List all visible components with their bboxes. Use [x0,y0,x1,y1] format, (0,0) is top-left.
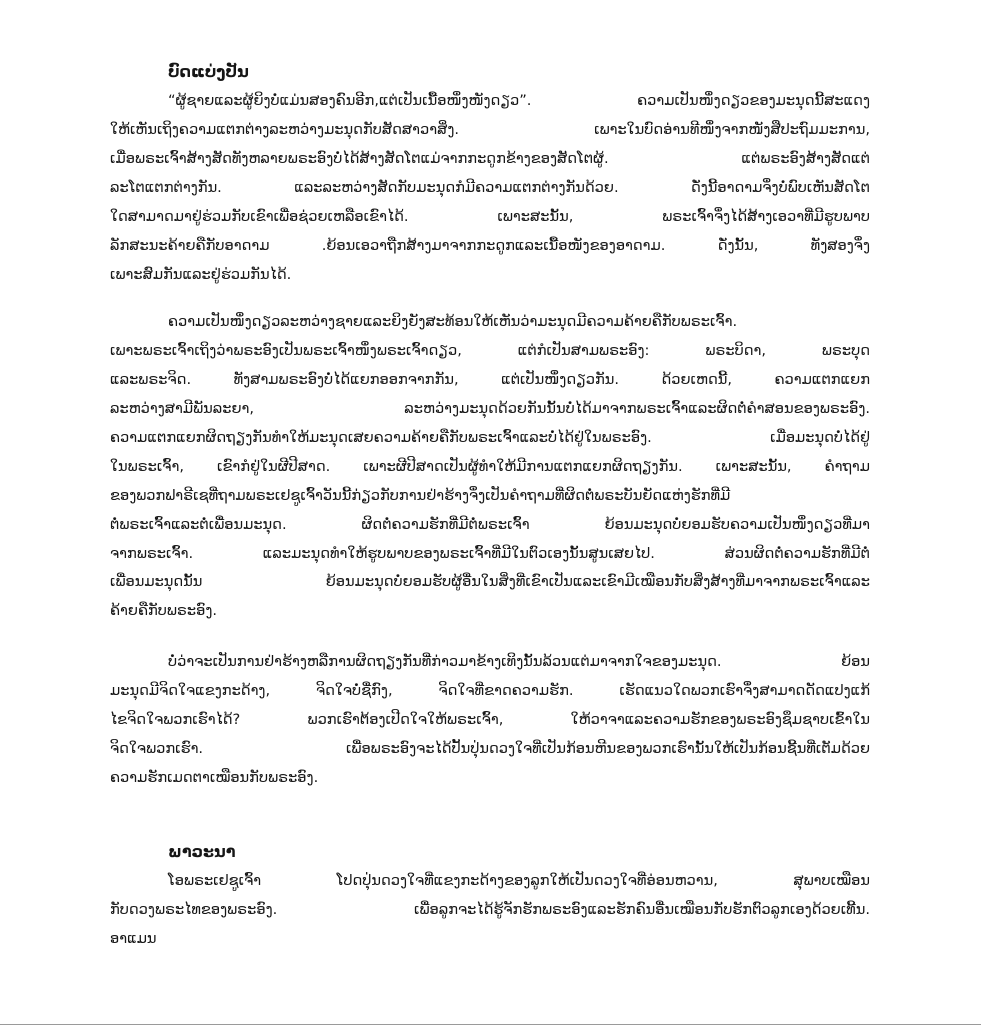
text-line: ໄຂຈິດໃຈພວກເຮົາໄດ້? ພວກເຮົາຕ້ອງເປີດໃຈໃຫ້ພຣະເຈົ້າ, ໃຫ້ວາຈາແລະຄວາມຮັກຂອງພຣະອົງຊຶມຊາບເຂົ້າໃນ [110,710,870,728]
section-heading-reflection: ບົດແບ່ງປັນ [168,62,249,81]
text-line: ກັບດວງພຣະໄທຂອງພຣະອົງ. ເພື່ອລູກຈະໄດ້ຮູ້ຈັກຮັກພຣະອົງແລະຮັກຄົນອື່ນເໝືອນກັບຮັກຕົວລູກເອງດ້ວຍເທີ້ນ. [110,900,870,918]
section-heading-prayer: ພາວະນາ [168,842,236,861]
text-line: ຈາກພຣະເຈົ້າ. ແລະມະນຸດທຳໃຫ້ຮູບພາບຂອງພຣະເຈົ້າທີ່ມີໃນຕົວເອງນັ້ນສູນເສຍໄປ. ສ່ວນຜິດຕໍ່ຄວາມຮັກທີ່ມີຕໍ່ [110,544,870,562]
paragraph-3 [110,648,870,793]
text-line: ມະນຸດມີຈິດໃຈແຂງກະດ້າງ, ຈິດໃຈບໍ່ຊື່ກົງ, ຈິດໃຈທີ່ຂາດຄວາມຮັກ. ເຮັດແນວໃດພວກເຮົາຈຶ່ງສາມາດດັດແປງແກ້ [110,681,870,699]
text-line: ໃດສາມາດມາຢູ່ຮ່ວມກັບເຂົາເພື່ອຊ່ວຍເຫລືອເຂົາໄດ້. ເພາະສະນັ້ນ, ພຣະເຈົ້າຈຶ່ງໄດ້ສ້າງເອວາທີ່ມີຮູບພາບ [110,207,870,225]
text-line: ຕໍ່ພຣະເຈົ້າແລະຕໍ່ເພື່ອນມະນຸດ. ຜິດຕໍ່ຄວາມຮັກທີ່ມີຕໍ່ພຣະເຈົ້າ ຍ້ອນມະນຸດບໍ່ຍອມຮັບຄວາມເປັນໜຶ່ງດຽວທີ່ມາ [110,515,870,533]
text-line: “ຜູ້ຊາຍແລະຜູ້ຍິງບໍ່ແມ່ນສອງຄົນອີກ,ແຕ່ເປັນເນື້ອໜຶ່ງໜັງດຽວ”. ຄວາມເປັນໜຶ່ງດຽວຂອງມະນຸດນີ້ສະແດງ [168,92,870,109]
text-line: ເມື່ອພຣະເຈົ້າສ້າງສັດທັງຫລາຍພຣະອົງບໍ່ໄດ້ສ້າງສັດໂຕແມ່ຈາກກະດູກຂ້າງຂອງສັດໂຕຜູ້. ແຕ່ພຣະອົງສ້າງສັດແຕ່ [110,149,870,167]
text-line: ເພື່ອນມະນຸດນັ້ນ ຍ້ອນມະນຸດບໍ່ຍອມຮັບຜູ້ອື່ນໃນສິ່ງທີ່ເຂົາເປັນແລະເຂົາມີເໝືອນກັບສິ່ງສ້າງທີ່ມາຈາກພຣະເຈົ້າແລະ [110,573,870,591]
text-line: ບໍ່ວ່າຈະເປັນການຢ່າຮ້າງຫລືການຜິດຖຽງກັນທີ່ກ່າວມາຂ້າງເທິງນັ້ນລ້ວນແຕ່ມາຈາກໃຈຂອງມະນຸດ. ຍ້ອນ [168,653,870,670]
text-line: ແລະພຣະຈິດ. ທັງສາມພຣະອົງບໍ່ໄດ້ແຍກອອກຈາກກັນ, ແຕ່ເປັນໜຶ່ງດຽວກັນ. ດ້ວຍເຫດນີ້, ຄວາມແຕກແຍກ [110,370,870,388]
text-line: ໃຫ້ເຫັນເຖິງຄວາມແຕກຕ່າງລະຫວ່າງມະນຸດກັບສັດສາວາສິ່ງ. ເພາະໃນບົດອ່ານທີໜຶ່ງຈາກໜັງສືປະຖົມມະການ, [110,120,870,138]
paragraph-2 [110,308,870,626]
text-line: ຄ້າຍຄືກັບພຣະອົງ. [110,602,218,620]
text-line: ຈິດໃຈພວກເຮົາ. ເພື່ອພຣະອົງຈະໄດ້ປັ້ນປຸ່ນດວງໃຈທີ່ເປັນກ້ອນຫີນຂອງພວກເຮົານັ້ນໃຫ້ເປັນກ້ອນຊີ້ນທີ່ເຕັມດ້ວຍ [110,739,870,757]
page-bottom-divider [0,1024,981,1025]
text-line: ຂອງພວກຟາຣີເຊທີ່ຖາມພຣະເຢຊູເຈົ້າວັນນີ້ກ່ຽວກັບການຢ່າຮ້າງຈຶ່ງເປັນຄຳຖາມທີ່ຜິດຕໍ່ພຣະບັນຍັດແຫ່ງຮັກທີ່ມີ [110,486,731,504]
paragraph-1 [110,87,870,290]
text-line-amen: ອາແມນ [110,929,157,947]
text-line: ຄວາມເປັນໜຶ່ງດຽວລະຫວ່າງຊາຍແລະຍິງຍັງສະທ້ອນໃຫ້ເຫັນວ່າມະນຸດມີຄວາມຄ້າຍຄືກັບພຣະເຈົ້າ. [168,313,738,330]
text-line: ລະຫວ່າງສາມີພັນລະຍາ, ລະຫວ່າງມະນຸດດ້ວຍກັນນັ້ນບໍ່ໄດ້ມາຈາກພຣະເຈົ້າແລະຜິດຕໍ່ຄຳສອນຂອງພຣະອົງ. [110,399,870,417]
text-line: ຄວາມຮັກເມດຕາເໝືອນກັບພຣະອົງ. [110,768,319,786]
text-line: ຄວາມແຕກແຍກຜິດຖຽງກັນທຳໃຫ້ມະນຸດເສຍຄວາມຄ້າຍຄືກັບພຣະເຈົ້າແລະບໍ່ໄດ້ຢູ່ໃນພຣະອົງ. ເມື່ອມະນຸດບໍ່ໄດ້ຢູ່ [110,428,870,446]
text-line: ລັກສະນະຄ້າຍຄືກັບອາດາມ .ຍ້ອນເອວາຖືກສ້າງມາຈາກກະດູກແລະເນື້ອໜັງຂອງອາດາມ. ດັ່ງນັ້ນ, ທັງສອງຈຶ່ງ [110,236,870,254]
text-line: ເພາະພຣະເຈົ້າເຖິງວ່າພຣະອົງເປັນພຣະເຈົ້າໜຶ່ງພຣະເຈົ້າດຽວ, ແຕ່ກໍເປັນສາມພຣະອົງ: ພຣະບິດາ, ພຣະບຸດ [110,341,870,359]
text-line: ເພາະສົມກັນແລະຢູ່ຮ່ວມກັນໄດ້. [110,265,292,283]
text-line: ໃນພຣະເຈົ້າ, ເຂົາກໍຢູ່ໃນຜີປີສາດ. ເພາະຜີປີສາດເປັນຜູ້ທຳໃຫ້ມີການແຕກແຍກຜິດຖຽງກັນ. ເພາະສະນັ້ນ, ຄຳຖາມ [110,457,870,475]
text-line: ລະໂຕແຕກຕ່າງກັນ. ແລະລະຫວ່າງສັດກັບມະນຸດກໍມີຄວາມແຕກຕ່າງກັນດ້ວຍ. ດັ່ງນີ້ອາດາມຈຶ່ງບໍ່ພົບເຫັນສັດໂຕ [110,178,870,196]
prayer-paragraph [110,867,870,954]
text-line: ໂອພຣະເຢຊູເຈົ້າ ໂປດປຸ່ນດວງໃຈທີ່ແຂງກະດ້າງຂອງລູກໃຫ້ເປັນດວງໃຈທີ່ອ່ອນຫວານ, ສຸພາບເໝືອນ [168,872,870,889]
